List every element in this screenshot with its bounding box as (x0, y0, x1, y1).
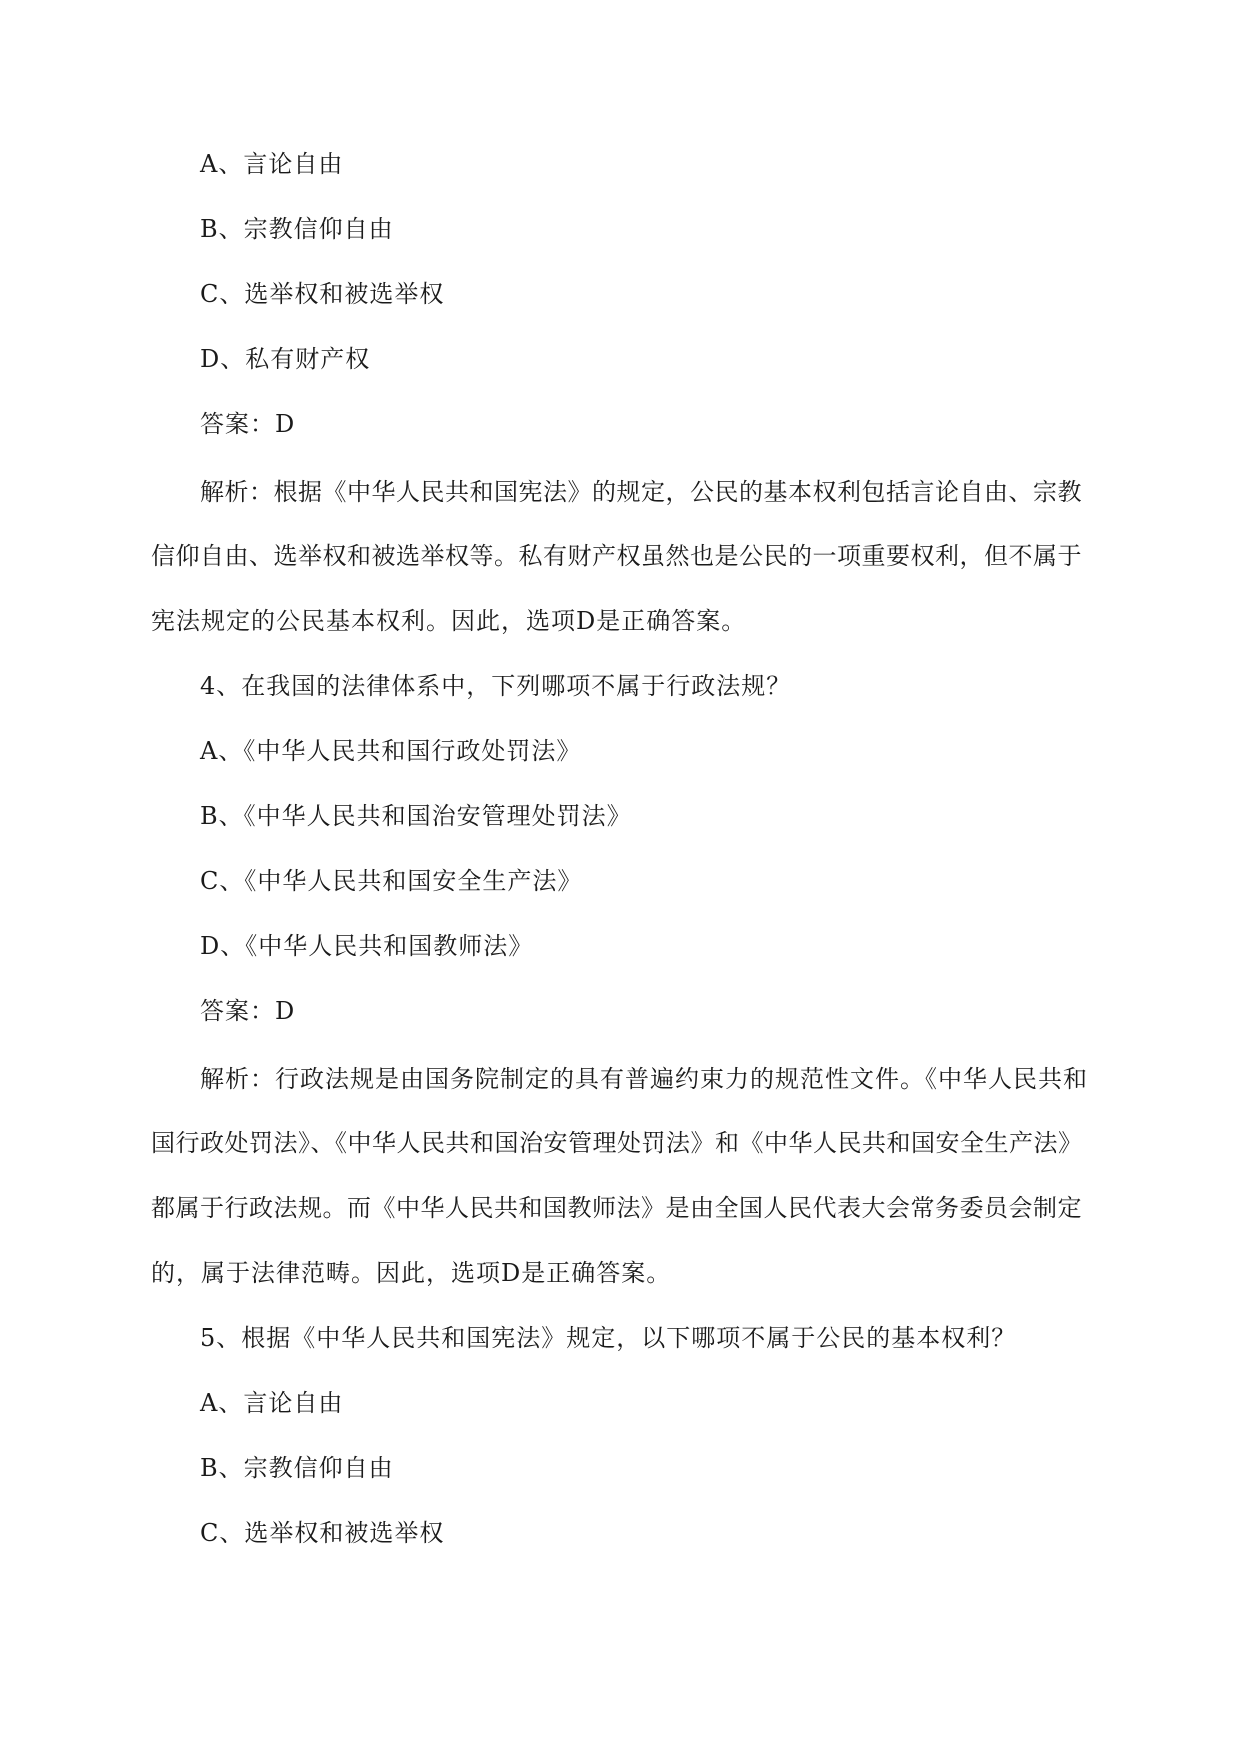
q3-option-a: A、言论自由 (200, 150, 344, 178)
q5-option-c: C、选举权和被选举权 (200, 1519, 445, 1547)
q5-question: 5、根据《中华人民共和国宪法》规定，以下哪项不属于公民的基本权利？ (200, 1324, 1017, 1352)
q4-answer: 答案：D (200, 997, 296, 1025)
q3-analysis-line-2: 信仰自由、选举权和被选举权等。私有财产权虽然也是公民的一项重要权利，但不属于 (151, 542, 1082, 570)
q4-option-c: C、《中华人民共和国安全生产法》 (200, 867, 583, 895)
q3-option-d: D、私有财产权 (200, 345, 371, 373)
q4-question: 4、在我国的法律体系中，下列哪项不属于行政法规？ (200, 672, 792, 700)
q3-analysis-line-1: 解析：根据《中华人民共和国宪法》的规定，公民的基本权利包括言论自由、宗教 (200, 478, 1082, 506)
q5-option-b: B、宗教信仰自由 (200, 1454, 394, 1482)
q3-answer: 答案：D (200, 410, 296, 438)
q4-option-b: B、《中华人民共和国治安管理处罚法》 (200, 802, 632, 830)
q4-option-d: D、《中华人民共和国教师法》 (200, 932, 534, 960)
q4-analysis-line-4: 的，属于法律范畴。因此，选项D是正确答案。 (151, 1259, 672, 1287)
q4-option-a: A、《中华人民共和国行政处罚法》 (200, 737, 582, 765)
q4-analysis-line-2: 国行政处罚法》、《中华人民共和国治安管理处罚法》和《中华人民共和国安全生产法》 (151, 1129, 1083, 1157)
q3-option-c: C、选举权和被选举权 (200, 280, 445, 308)
q4-analysis-line-3: 都属于行政法规。而《中华人民共和国教师法》是由全国人民代表大会常务委员会制定 (151, 1194, 1082, 1222)
q3-option-b: B、宗教信仰自由 (200, 215, 394, 243)
q5-option-a: A、言论自由 (200, 1389, 344, 1417)
q3-analysis-line-3: 宪法规定的公民基本权利。因此，选项D是正确答案。 (151, 607, 747, 635)
q4-analysis-line-1: 解析：行政法规是由国务院制定的具有普遍约束力的规范性文件。《中华人民共和 (200, 1065, 1088, 1093)
